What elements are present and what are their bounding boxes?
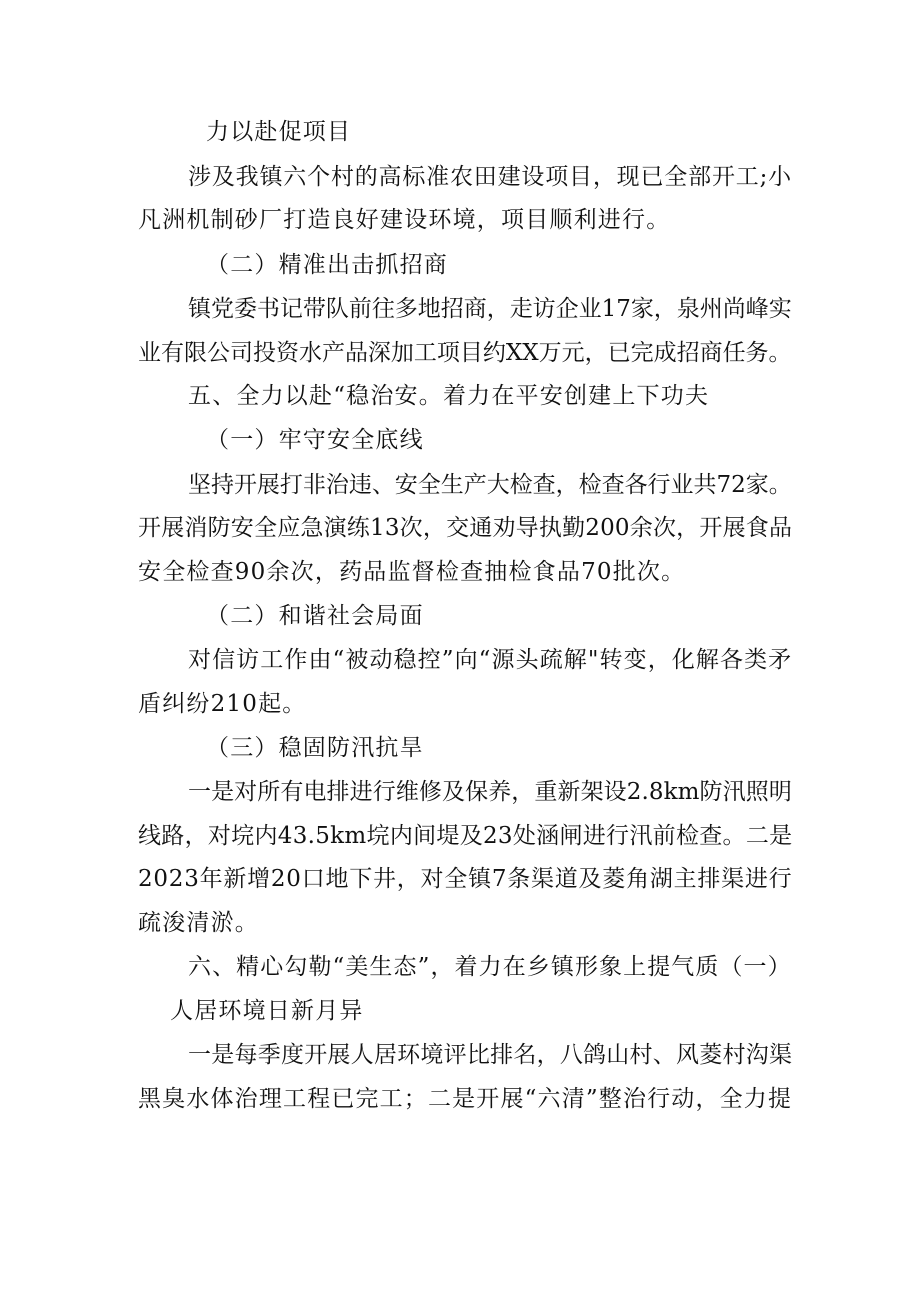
text-line: 盾纠纷210起。 [138, 691, 307, 717]
text-line: 开展消防安全应急演练13次，交通劝导执勤200余次，开展食品 [138, 515, 793, 541]
section-heading: （一）牢守安全底线 [206, 427, 424, 453]
text-line: 镇党委书记带队前往多地招商，走访企业17家，泉州尚峰实 [188, 296, 792, 322]
text-line: 凡洲机制砂厂打造良好建设环境，项目顺利进行。 [138, 207, 671, 233]
section-heading: （三）稳固防汛抗旱 [206, 735, 424, 761]
text-line: 一是每季度开展人居环境评比排名，八鸽山村、风菱村沟渠 [188, 1042, 793, 1068]
text-line: 一是对所有电排进行维修及保养，重新架设2.8km防汛照明 [188, 779, 792, 805]
text-line: 力以赴促项目 [206, 119, 352, 145]
text-line: 坚持开展打非治违、安全生产大检查，检查各行业共72家。 [188, 472, 792, 498]
text-line: 涉及我镇六个村的高标准农田建设项目，现已全部开工;小 [188, 164, 792, 190]
text-line: 2023年新增20口地下井，对全镇7条渠道及菱角湖主排渠进行 [138, 866, 793, 892]
text-line: 线路，对垸内43.5km垸内间堤及23处涵闸进行汛前检查。二是 [138, 823, 793, 849]
section-heading: 六、精心勾勒“美生态”，着力在乡镇形象上提气质（一） [188, 954, 792, 980]
section-heading: 人居环境日新月异 [170, 998, 364, 1024]
text-line: 对信访工作由“被动稳控”向“源头疏解"转变，化解各类矛 [188, 647, 793, 673]
text-line: 疏浚清淤。 [138, 910, 259, 936]
text-line: 黑臭水体治理工程已完工；二是开展“六清”整治行动，全力提 [138, 1086, 793, 1112]
text-line: 业有限公司投资水产品深加工项目约XX万元，已完成招商任务。 [138, 340, 792, 366]
section-heading: 五、全力以赴“稳治安。着力在平安创建上下功夫 [188, 383, 710, 409]
section-heading: （二）和谐社会局面 [206, 603, 424, 629]
section-heading: （二）精准出击抓招商 [206, 252, 448, 278]
text-line: 安全检查90余次，药品监督检查抽检食品70批次。 [138, 559, 686, 585]
